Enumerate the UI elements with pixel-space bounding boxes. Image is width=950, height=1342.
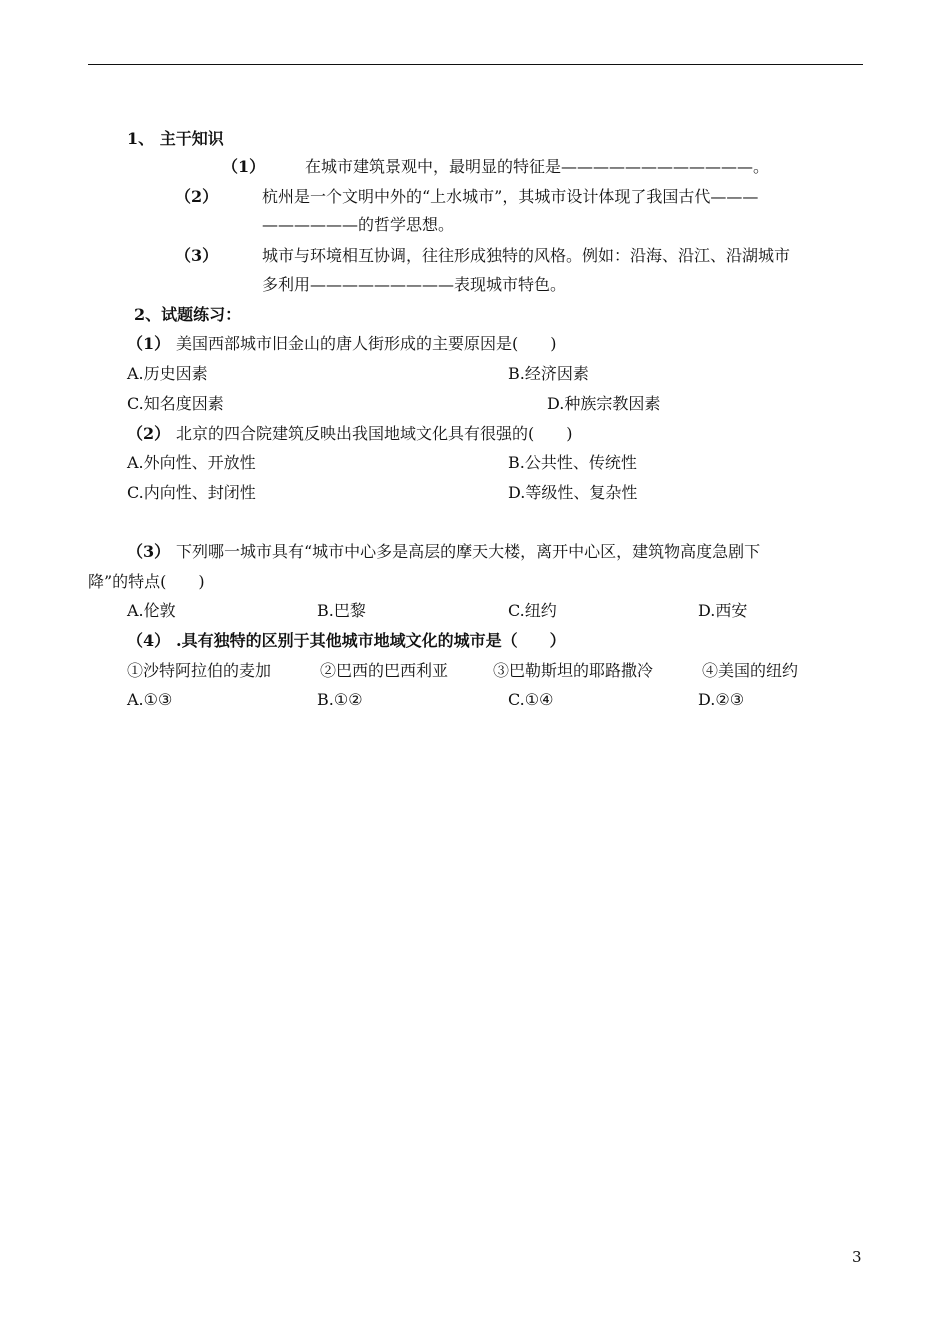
q4-option-b: B.①② — [317, 690, 363, 709]
q3-option-a: A.伦敦 — [127, 601, 176, 620]
q2-option-c: C.内向性、封闭性 — [127, 483, 256, 502]
q4-option-a: A.①③ — [127, 690, 173, 709]
q4-choice-2: ②巴西的巴西利亚 — [320, 661, 449, 680]
section2-heading: 2、试题练习： — [134, 305, 242, 324]
q1-option-d: D.种族宗教因素 — [547, 394, 661, 413]
q3-option-d: D.西安 — [698, 601, 748, 620]
q4-choice-1: ①沙特阿拉伯的麦加 — [127, 661, 272, 680]
q4-option-d: D.②③ — [698, 690, 745, 709]
item2-number: （2） — [175, 187, 219, 206]
q4-number: （4） — [127, 631, 171, 650]
header-rule — [88, 64, 863, 65]
section1-heading: 1、 主干知识 — [127, 129, 224, 148]
q3-number: （3） — [127, 542, 171, 561]
q3-stem-line2: 降”的特点( ) — [88, 572, 205, 591]
item3-text-line1: 城市与环境相互协调，往往形成独特的风格。例如：沿海、沿江、沿湖城市 — [262, 246, 791, 265]
q1-option-c: C.知名度因素 — [127, 394, 224, 413]
q4-stem: .具有独特的区别于其他城市地域文化的城市是（ ） — [176, 631, 566, 650]
q4-option-c: C.①④ — [508, 690, 554, 709]
q2-stem: 北京的四合院建筑反映出我国地域文化具有很强的( ) — [176, 424, 573, 443]
item3-number: （3） — [175, 246, 219, 265]
q2-option-d: D.等级性、复杂性 — [508, 483, 638, 502]
q4-choice-4: ④美国的纽约 — [702, 661, 799, 680]
q4-choice-3: ③巴勒斯坦的耶路撒冷 — [493, 661, 654, 680]
item2-text-line1: 杭州是一个文明中外的“上水城市”，其城市设计体现了我国古代——— — [262, 187, 759, 206]
q2-option-a: A.外向性、开放性 — [127, 453, 256, 472]
q1-option-b: B.经济因素 — [508, 364, 589, 383]
item1-number: （1） — [222, 157, 266, 176]
item3-text-line2: 多利用—————————表现城市特色。 — [262, 275, 567, 294]
q3-option-c: C.纽约 — [508, 601, 557, 620]
item2-text-line2: ——————的哲学思想。 — [262, 215, 455, 234]
q2-option-b: B.公共性、传统性 — [508, 453, 637, 472]
q1-number: （1） — [127, 334, 171, 353]
q1-stem: 美国西部城市旧金山的唐人街形成的主要原因是( ) — [176, 334, 557, 353]
q2-number: （2） — [127, 424, 171, 443]
q3-stem-line1: 下列哪一城市具有“城市中心多是高层的摩天大楼，离开中心区，建筑物高度急剧下 — [176, 542, 761, 561]
q1-option-a: A.历史因素 — [127, 364, 208, 383]
page-number: 3 — [852, 1248, 862, 1266]
q3-option-b: B.巴黎 — [317, 601, 366, 620]
item1-text: 在城市建筑景观中，最明显的特征是————————————。 — [305, 157, 770, 176]
